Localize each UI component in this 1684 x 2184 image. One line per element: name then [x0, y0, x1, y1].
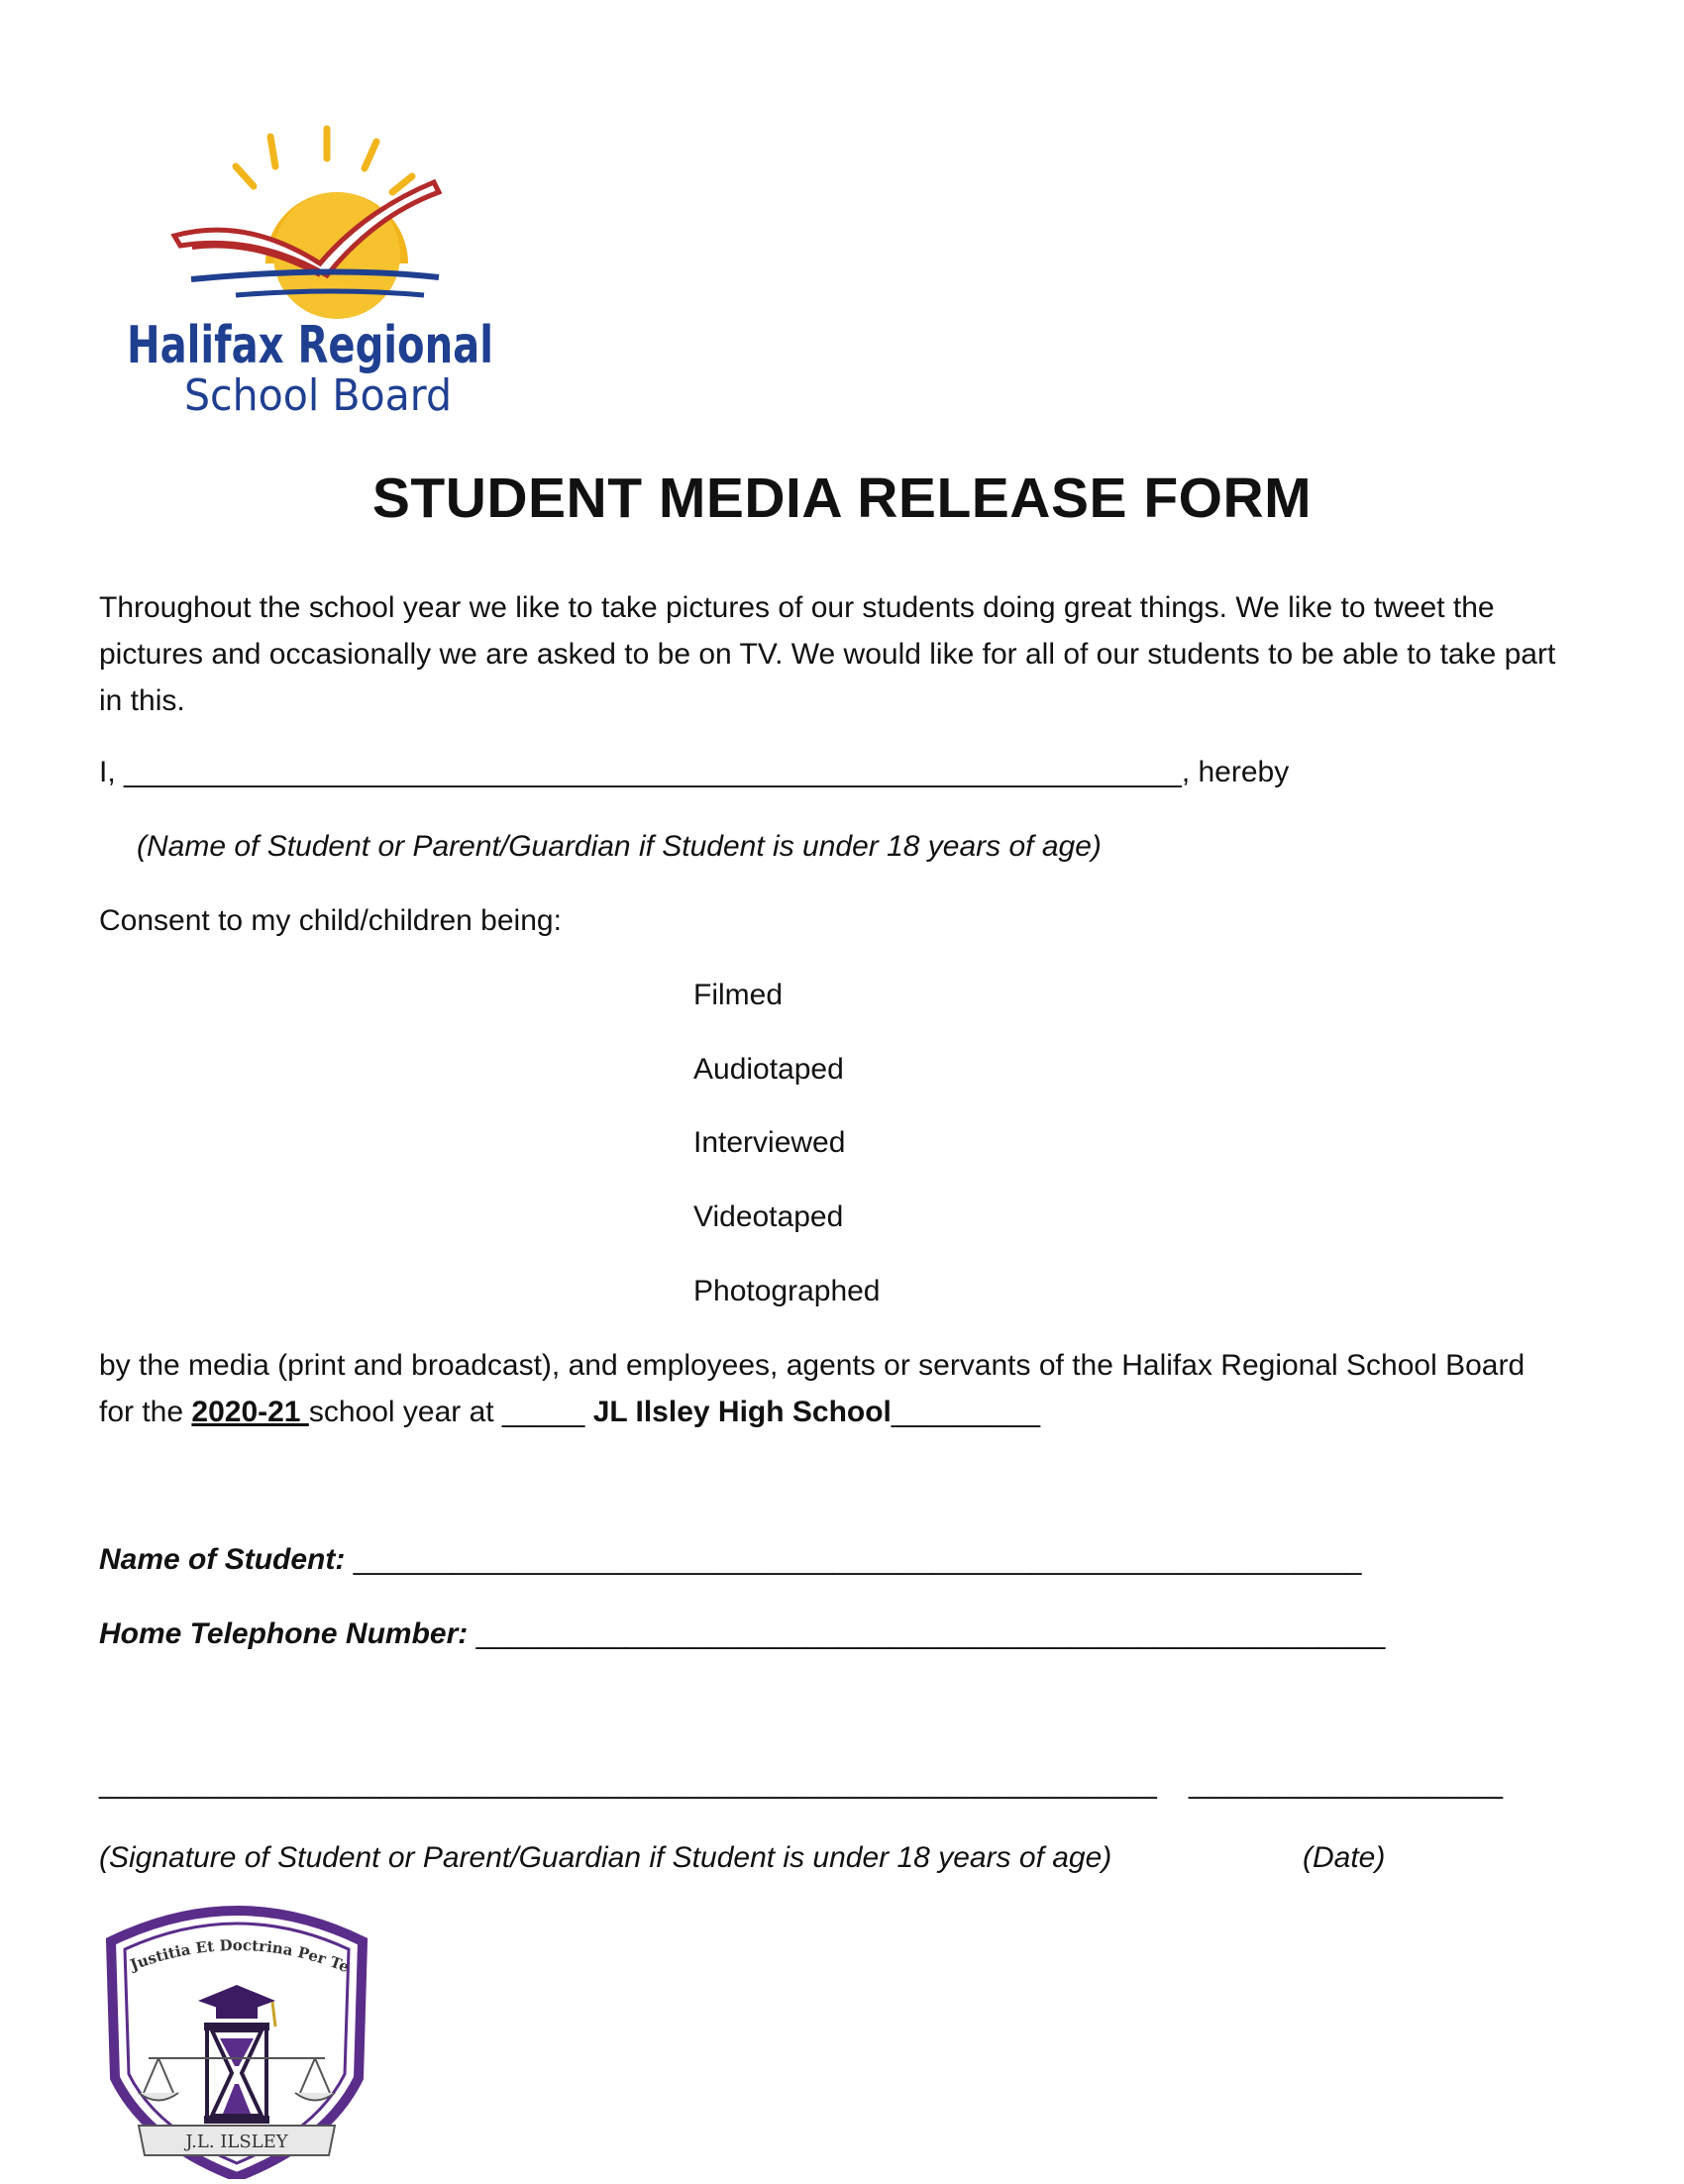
phone-field	[99, 1612, 1385, 1657]
option-photographed: Photographed	[693, 1275, 881, 1307]
signature-caption: (Signature of Student or Parent/Guardian if Student is under 18 years of age)	[99, 1841, 1112, 1874]
phone-input[interactable]: _______________________________________________________	[475, 1617, 1386, 1650]
date-caption: (Date)	[1303, 1841, 1386, 1874]
phone-label: Home Telephone Number:	[99, 1617, 469, 1650]
media-line-1: by the media (print and broadcast), and employees, agents or servants of the Halifax Regional School Board	[99, 1349, 1526, 1382]
crest-banner: J.L. ILSLEY	[185, 2132, 288, 2152]
page-title: STUDENT MEDIA RELEASE FORM	[371, 467, 1313, 530]
consent-line	[99, 750, 1289, 795]
consent-prefix: I,	[99, 756, 116, 788]
signature-line[interactable]: ________________________________________________________________	[99, 1767, 1157, 1800]
option-filmed: Filmed	[693, 979, 784, 1011]
option-interviewed: Interviewed	[693, 1126, 846, 1159]
media-tail: _________	[891, 1396, 1041, 1428]
logo-line1: Halifax Regional	[127, 316, 493, 375]
intro-paragraph: Throughout the school year we like to take pictures of our students doing great things. We like to tweet the pictures and occasionally we are asked to be on TV. We would like for all of our students to be able to take part in this.	[99, 591, 1556, 717]
student-name-input[interactable]: _____________________________________________________________	[353, 1543, 1362, 1576]
name-blank[interactable]: ________________________________________________________________	[124, 756, 1182, 788]
media-mid: school year at _____	[308, 1396, 593, 1428]
consent-heading: Consent to my child/children being:	[99, 904, 562, 937]
student-name-field	[99, 1537, 1361, 1583]
student-name-label: Name of Student:	[99, 1543, 346, 1576]
school-board-logo	[97, 107, 513, 424]
sun-rays-icon	[236, 129, 412, 192]
option-audiotaped: Audiotaped	[693, 1053, 844, 1086]
school-crest	[99, 1890, 374, 2179]
option-videotaped: Videotaped	[693, 1200, 844, 1233]
school-name: JL Ilsley High School	[592, 1396, 892, 1428]
consent-suffix: , hereby	[1181, 756, 1290, 788]
crest-motto: Justitia Et Doctrina Per Te	[128, 1935, 353, 1977]
logo-line2: School Board	[184, 370, 452, 421]
media-prefix: for the	[99, 1396, 192, 1428]
name-hint: (Name of Student or Parent/Guardian if Student is under 18 years of age)	[137, 830, 1102, 863]
date-line[interactable]: ___________________	[1189, 1767, 1504, 1800]
school-year: 2020-21	[191, 1396, 309, 1428]
media-line-2	[99, 1390, 1040, 1435]
